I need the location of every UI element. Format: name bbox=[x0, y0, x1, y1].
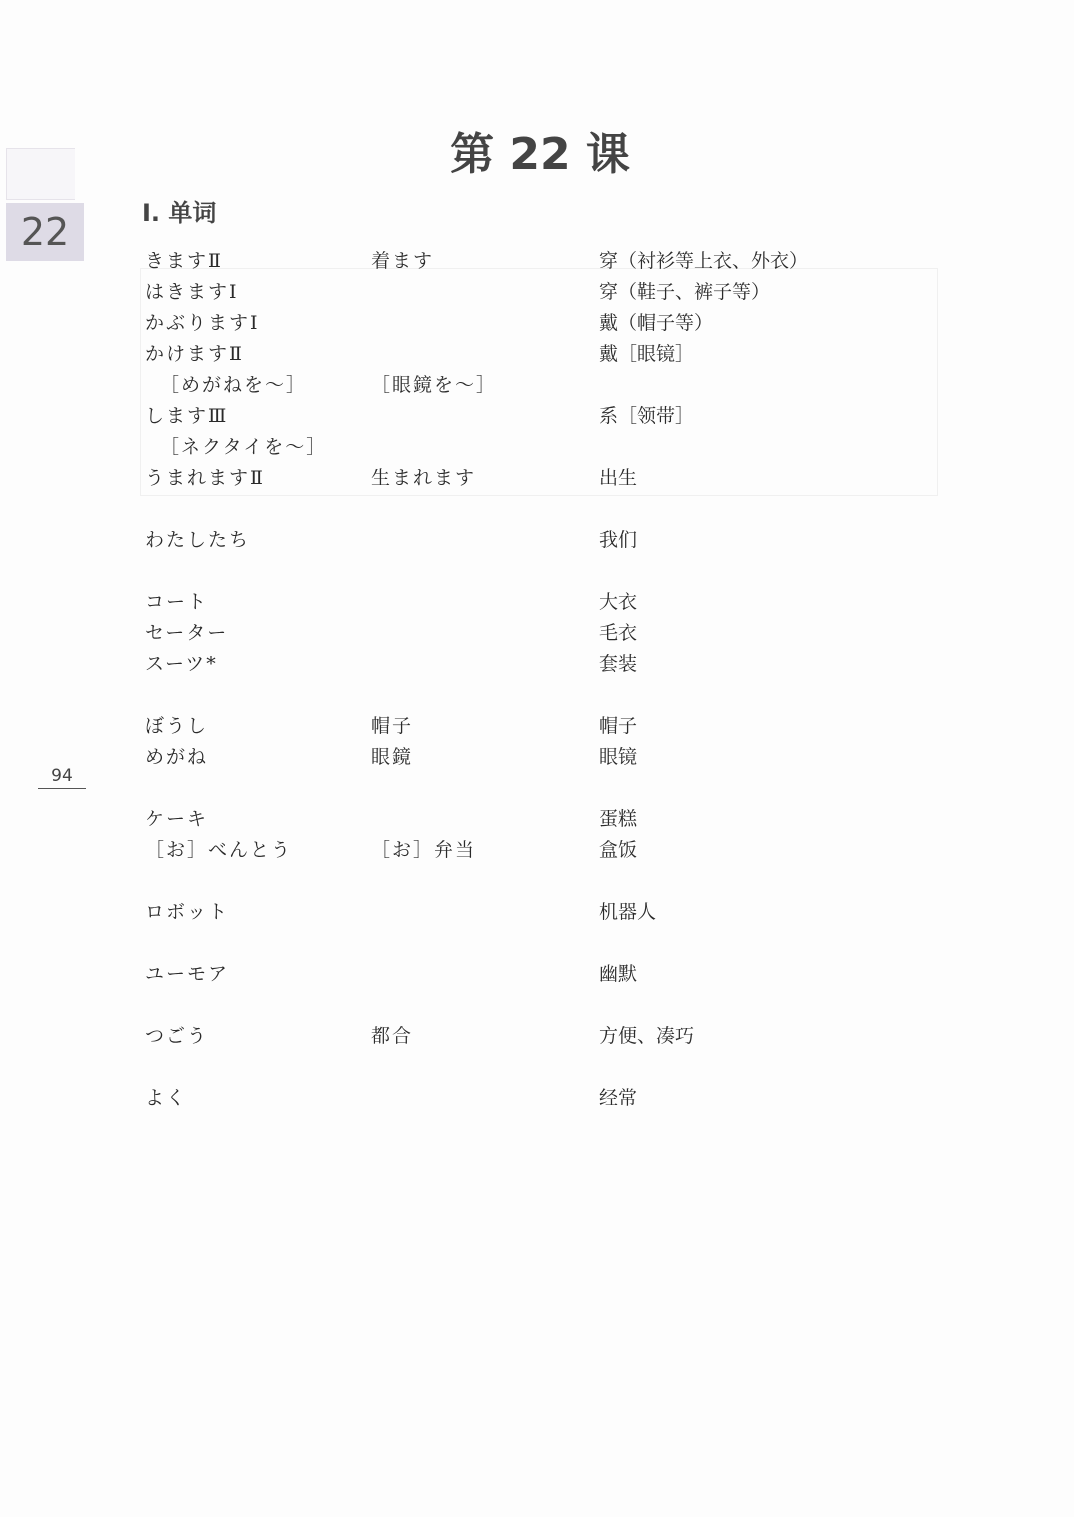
vocab-row bbox=[0, 742, 1074, 772]
vocab-row bbox=[0, 649, 1074, 679]
vocab-row bbox=[0, 308, 1074, 338]
vocab-kana: ケーキ bbox=[145, 808, 209, 830]
vocab-row bbox=[0, 959, 1074, 989]
vocab-kana: はきますⅠ bbox=[145, 281, 239, 303]
section-heading: Ⅰ. 单词 bbox=[142, 199, 217, 227]
vocab-kanji: 都合 bbox=[371, 1025, 414, 1047]
vocab-row bbox=[0, 587, 1074, 617]
vocab-kana: かぶりますⅠ bbox=[145, 312, 260, 334]
vocab-kanji: ［眼鏡を～］ bbox=[371, 374, 498, 396]
vocab-kana: コート bbox=[145, 591, 209, 613]
vocab-kana: ユーモア bbox=[145, 963, 230, 985]
vocab-kanji: 着ます bbox=[371, 250, 435, 272]
vocab-chinese: 毛衣 bbox=[599, 622, 638, 644]
vocab-chinese: 方便、凑巧 bbox=[599, 1025, 695, 1047]
vocab-row bbox=[0, 401, 1074, 431]
vocab-kana: ロボット bbox=[145, 901, 230, 923]
vocab-chinese: 戴［眼镜］ bbox=[599, 343, 695, 365]
vocab-chinese: 系［领带］ bbox=[599, 405, 695, 427]
vocab-chinese: 幽默 bbox=[599, 963, 638, 985]
vocab-chinese: 帽子 bbox=[599, 715, 638, 737]
vocab-kana: ぼうし bbox=[145, 715, 209, 737]
vocab-kana: ［めがねを～］ bbox=[160, 374, 308, 396]
vocab-kana: うまれますⅡ bbox=[145, 467, 265, 489]
vocab-kana: ［お］べんとう bbox=[145, 839, 293, 861]
vocab-kana: つごう bbox=[145, 1025, 209, 1047]
page-number: 94 bbox=[38, 766, 86, 789]
vocab-chinese: 眼镜 bbox=[599, 746, 638, 768]
lesson-title: 第 22 课 bbox=[450, 129, 630, 180]
vocab-kana: しますⅢ bbox=[145, 405, 229, 427]
lesson-side-tab: 22 bbox=[6, 203, 84, 261]
vocab-kana: スーツ* bbox=[145, 653, 218, 675]
vocab-kana: めがね bbox=[145, 746, 209, 768]
vocab-row bbox=[0, 463, 1074, 493]
vocab-row bbox=[0, 525, 1074, 555]
vocab-row bbox=[0, 246, 1074, 276]
vocab-kanji: 帽子 bbox=[371, 715, 414, 737]
vocab-chinese: 盒饭 bbox=[599, 839, 638, 861]
vocab-kana: ［ネクタイを～］ bbox=[160, 436, 328, 458]
vocab-row bbox=[0, 339, 1074, 369]
vocab-chinese: 大衣 bbox=[599, 591, 638, 613]
vocab-kana: セーター bbox=[145, 622, 229, 644]
vocab-row bbox=[0, 1083, 1074, 1113]
vocab-chinese: 蛋糕 bbox=[599, 808, 638, 830]
vocab-kanji: 眼鏡 bbox=[371, 746, 414, 768]
vocab-chinese: 穿（衬衫等上衣、外衣） bbox=[599, 250, 809, 272]
vocab-kanji: ［お］弁当 bbox=[371, 839, 477, 861]
vocab-chinese: 套装 bbox=[599, 653, 638, 675]
vocab-row bbox=[0, 711, 1074, 741]
vocab-row bbox=[0, 370, 1074, 400]
vocab-row bbox=[0, 432, 1074, 462]
vocab-kanji: 生まれます bbox=[371, 467, 477, 489]
vocab-chinese: 穿（鞋子、裤子等） bbox=[599, 281, 771, 303]
vocab-chinese: 我们 bbox=[599, 529, 638, 551]
vocab-kana: きますⅡ bbox=[145, 250, 223, 272]
vocab-kana: わたしたち bbox=[145, 529, 251, 551]
vocab-kana: よく bbox=[145, 1087, 188, 1109]
vocab-kana: かけますⅡ bbox=[145, 343, 244, 365]
vocab-chinese: 经常 bbox=[599, 1087, 638, 1109]
vocab-chinese: 机器人 bbox=[599, 901, 657, 923]
vocab-row bbox=[0, 618, 1074, 648]
vocab-chinese: 戴（帽子等） bbox=[599, 312, 714, 334]
vocab-row bbox=[0, 277, 1074, 307]
vocab-row bbox=[0, 835, 1074, 865]
vocab-chinese: 出生 bbox=[599, 467, 638, 489]
vocab-row bbox=[0, 804, 1074, 834]
vocab-row bbox=[0, 1021, 1074, 1051]
vocab-row bbox=[0, 897, 1074, 927]
